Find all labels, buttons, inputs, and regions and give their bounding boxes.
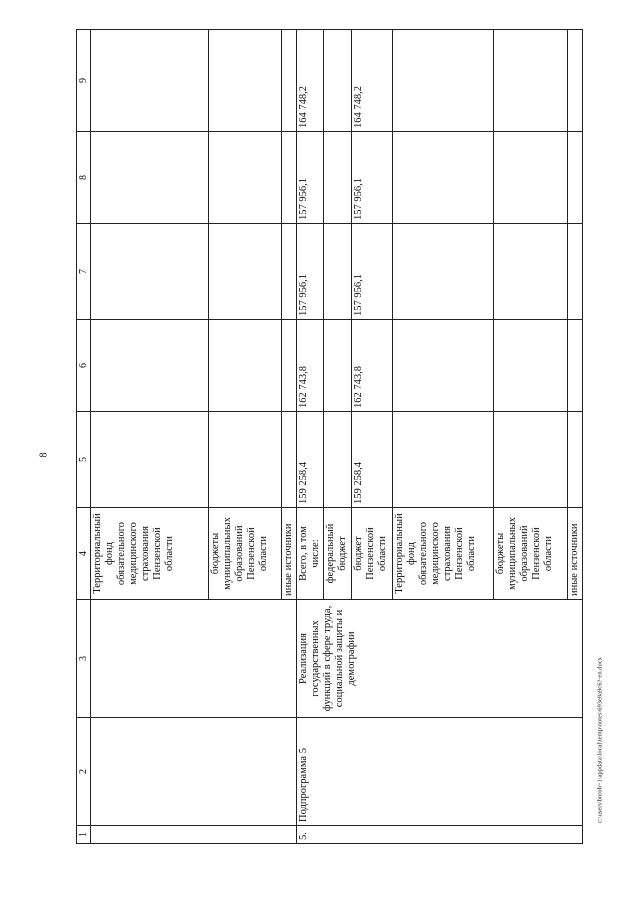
source-cell: бюджеты муниципальных образований Пензенской области [209, 508, 282, 600]
col-header: 9 [77, 30, 91, 132]
table-row [297, 30, 324, 844]
rotated-table-wrapper [76, 30, 578, 844]
value-cell: 164 748,2 [352, 30, 393, 132]
row-number: 5. [297, 826, 583, 844]
col-header: 3 [77, 600, 91, 718]
col-header: 8 [77, 132, 91, 224]
source-cell: бюджеты муниципальных образований Пензенской области [494, 508, 568, 600]
col-header: 6 [77, 320, 91, 412]
subprogram-name: Подпрограмма 5 [297, 718, 583, 826]
col-header: 7 [77, 224, 91, 320]
value-cell: 162 743,8 [297, 320, 324, 412]
table-row [91, 30, 209, 844]
col-header: 4 [77, 508, 91, 600]
value-cell: 159 258,4 [352, 412, 393, 508]
col-header: 5 [77, 412, 91, 508]
value-cell: 157 956,1 [352, 132, 393, 224]
value-cell: 157 956,1 [297, 224, 324, 320]
page-number: 8 [38, 452, 50, 458]
subprogram-title: Реализация государственных функций в сфере труда, социальной защиты и демографии [297, 600, 583, 718]
source-cell: Территориальный фонд обязательного медицинского страхования Пензенской области [91, 508, 209, 600]
value-cell: 159 258,4 [297, 412, 324, 508]
source-cell: Территориальный фонд обязательного медицинского страхования Пензенской области [393, 508, 494, 600]
col-header: 1 [77, 826, 91, 844]
footer-path: c:\users\borob~1\appdata\local\temp\notes\693e8a9c6?-en.docx [596, 657, 604, 823]
header-row [77, 30, 91, 844]
value-cell: 157 956,1 [297, 132, 324, 224]
source-cell: бюджет Пензенской области [352, 508, 393, 600]
source-cell: федеральный бюджет [324, 508, 352, 600]
source-cell: иные источники [568, 508, 583, 600]
source-cell: Всего, в том числе: [297, 508, 324, 600]
value-cell: 164 748,2 [297, 30, 324, 132]
col-header: 2 [77, 718, 91, 826]
value-cell: 162 743,8 [352, 320, 393, 412]
value-cell: 157 956,1 [352, 224, 393, 320]
source-cell: иные источники [282, 508, 297, 600]
budget-table [76, 29, 583, 844]
